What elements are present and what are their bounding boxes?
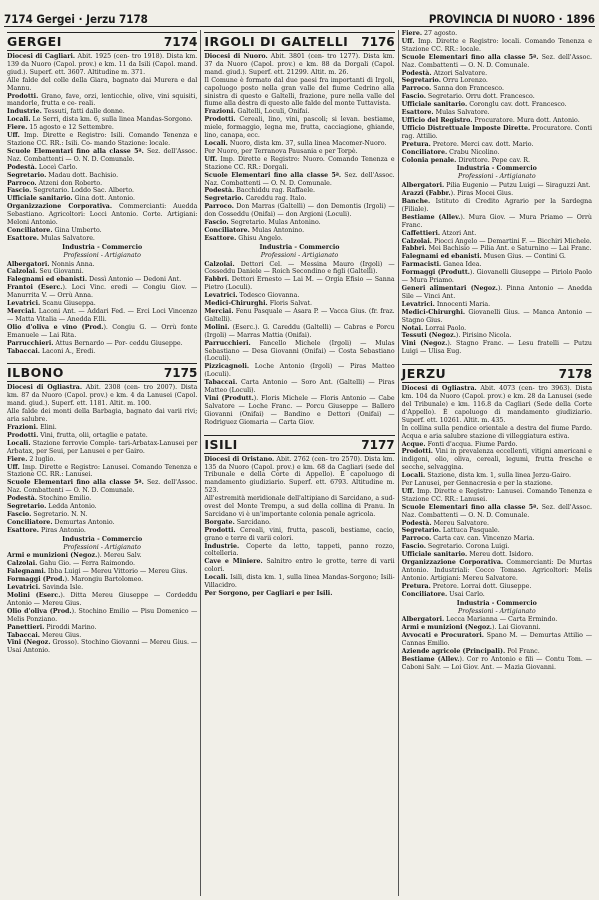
entry-label: Calzolai. <box>204 260 235 268</box>
entry-text: Calzolai. Piocci Angelo — Demartini F. — Bicchiri Michele. <box>401 237 592 245</box>
entry-label: Fiere. <box>401 30 423 37</box>
entry-label: Prodotti. <box>204 116 236 124</box>
entry-label: Pretura. <box>401 582 431 590</box>
entry-text: Locali. Stazione, dista km. 1, sulla linea Jerzu-Gairo. <box>401 472 571 480</box>
entry-text: Podestà. Bacchiddu rag. Raffaele. <box>204 187 315 195</box>
entry-text: Conciliatore. Gina Umberto. <box>7 226 102 234</box>
entry-text: Alle falde dei monti della Barbagia, bagnato dai varii rivi; aria salubre. <box>7 408 198 424</box>
entry-label: Medici-Chirurghi. <box>401 308 466 316</box>
entry-label: Diocesi di Cagliari. <box>7 53 76 60</box>
entry-label: Segretario. <box>204 195 244 203</box>
municipality-name: JERZU <box>401 366 447 382</box>
municipality-heading <box>402 364 592 383</box>
entry-label: Prodotti. <box>7 92 39 100</box>
entry-text: Pretura. Pretore. Lorrai dott. Giuseppe. <box>401 582 532 590</box>
entry-label: Levatrici. <box>7 300 41 308</box>
header-right: PROVINCIA DI NUORO · 1896 <box>428 12 595 26</box>
entry-label: Parroco. <box>7 179 37 187</box>
entry-label: Mercial. <box>7 308 37 315</box>
entry-label: Scuole Elementari fino alla classe 5ª. <box>401 53 539 61</box>
entry-text: Medici-Chirurghi. Giovanelli Gius. — Manca Antonio — Stagno Gius. <box>401 308 592 324</box>
entry-label: Fiere. <box>7 455 28 463</box>
entry-text: Parroco. Sanna don Francesco. <box>401 85 504 93</box>
entry-text: Diocesi di Nuoro. Abit. 3801 (cen- tro 1277). Dista km. 37 da Nuoro (Capol. prov.) e km. 88 da Dorgali (Capol. mand. giud.). Superf. ett. 21299. Altit. m. 26. <box>204 53 395 76</box>
entry-text: Aziende agricole (Principali). Pol Franc. <box>401 648 540 656</box>
entry-label: Tabaccai. <box>204 379 238 387</box>
entry-text: Segretario. Orru Lorenzo. <box>401 77 488 85</box>
municipality-name: GERGEI <box>7 34 62 49</box>
entry-label: Parrucchieri. <box>204 339 251 347</box>
entry-text: Esattore. Mulas Salvatore. <box>7 234 95 242</box>
subsection-heading: Industria - Commercio <box>62 535 143 543</box>
entry-label: Levatrici. <box>204 292 238 300</box>
entry-label: Frazioni. <box>204 108 236 116</box>
entry-text: Pizzicagnoli. Loche Antonio (Irgoli) — Piras Matteo (Loculi). <box>204 363 395 379</box>
entry-label: Notai. <box>401 324 424 332</box>
entry-text: Esattore. Ghisu Angelo. <box>204 234 283 242</box>
entry-text: Il Comune è formato dal due paesi fra importanti di Irgoli, capoluogo posto nella gran valle del fiume Cedrino alla sinistra di questo e Galtelli, frazione, pure nella valle del fiume alla destra di questo alle falde del monte Tuttavista. <box>204 76 395 108</box>
entry-label: Diocesi di Ogliastra. <box>401 385 477 393</box>
subsection-subheading: Professioni - Artigianato <box>63 543 141 551</box>
entry-text: Cave e Miniere. Salnitro entro le grotte, terre di varii colori. <box>204 558 395 574</box>
entry-text: Merciai. Fenu Pasquale — Asara P. — Vacca Gius. (fr. fraz. Galtelli). <box>204 308 395 323</box>
entry-text: Conciliatore. Mulas Antonino. <box>204 226 305 234</box>
entry-label: Ufficiale sanitario. <box>7 195 73 203</box>
entry-text: Acque. Fonti d'acqua. Fiume Pardo. <box>401 440 518 448</box>
entry-text: Podestà. Loceì Carlo. <box>7 163 78 171</box>
entry-label: Conciliatore. <box>401 148 448 156</box>
entry-text: Scuole Elementari fino alla classe 5ª. Sez. dell'Assoc. Naz. Combattenti — O. N. D. Comunale. <box>7 147 198 163</box>
entry-label: Levatrici. <box>7 584 41 592</box>
municipality-number: 7178 <box>558 367 592 382</box>
entry-text: Diocesi di Cagliari. Abit. 1925 (cen- tro 1918). Dista km. 139 da Nuoro (Capol. prov.) e km. 11 da Isili (Capol. mand. giud.). Superf. ett. 3607. Altitudine m. 371. <box>7 53 198 76</box>
entry-text <box>204 590 394 598</box>
entry-label: Diocesi di Nuoro. <box>204 53 268 60</box>
entry-text: Fascio. Segretario. Loddo Sac. Alberto. <box>7 187 135 195</box>
entry-label: Arazzi (Fabbr. <box>401 190 451 198</box>
entry-label: Banche. <box>401 198 431 206</box>
entry-label: Ufficio Distrettuale Imposte Dirette. <box>401 124 531 132</box>
entry-label: Locali. <box>204 139 228 147</box>
entry-label: Prodotti. <box>401 448 433 456</box>
header-left: 7174 Gergei · Jerzu 7178 <box>4 12 148 26</box>
entry-text: Levatrici. Scanu Giuseppa. <box>7 300 96 308</box>
entry-label: Uff. <box>204 155 218 163</box>
entry-label: Tabaccai. <box>7 631 40 639</box>
entry-text: Armi e munizioni (Negoz.). Mereu Salv. <box>7 552 142 560</box>
municipality-number: 7174 <box>163 35 198 49</box>
subsection-subheading: Professioni - Artigianato <box>458 607 536 615</box>
entry-label: Olio d'oliva e vino (Prod. <box>7 323 104 331</box>
entry-text: Banche. Istituto di Credito Agrario per la Sardegna (Filiale). <box>401 198 592 213</box>
entry-label: Merciai. <box>204 308 234 315</box>
municipality-heading <box>204 435 394 454</box>
entry-label: Medici-Chirurghi. <box>204 300 268 308</box>
entry-label: Segretario. <box>401 77 441 85</box>
entry-text: Per Lanusei, per Gennacresia e per la stazione. <box>401 480 553 488</box>
entry-text: Uff. Imp. Dirette e Registro: Nuoro. Comando Tenenza e Stazione CC. RR.: Dorgali. <box>204 155 395 171</box>
entry-text: Podestà. Atzori Salvatore. <box>401 69 488 77</box>
subsection-heading: Industria - Commercio <box>456 599 537 607</box>
entry-label: Farmacisti. <box>401 261 442 269</box>
entry-text: Segretario. Ledda Antonio. <box>7 503 97 511</box>
entry-text: Scuole Elementari fino alla classe 5ª. Sez. dell'Assoc. Naz. Combattenti — O. N. D. Comunale. <box>401 53 592 69</box>
entry-text: Parroco. Atzeni don Roberto. <box>7 179 103 187</box>
entry-label: Avvocati e Procuratori. <box>401 632 484 640</box>
entry-text: Parrucchieri. Fancello Michele (Irgoli) — Mulas Sebastiano — Desa Giovanni (Onifai) — Costa Sebastiano (Loculi). <box>204 339 395 363</box>
entry-text: Diocesi di Ogliastra. Abit. 2308 (cen- tro 2007). Dista km. 87 da Nuoro (Capol. prov.) e km. 4 da Lanusei (Capol. mand. giud.). Superf. ett. 1181. Altit. m. 100. <box>7 384 198 408</box>
entry-text: Parroco. Don Marras (Galtelli) — don Demontis (Irgoli) — don Cosseddu (Onifai) — don Argioni (Loculi). <box>204 203 395 219</box>
entry-text: Scuole Elementari fino alla classe 5ª. Sez. dell'Assoc. Naz. Combattenti — O. N. D. Comunale. <box>401 503 592 519</box>
subsection-subheading: Professioni - Artigianato <box>260 251 339 259</box>
entry-text: Arazzi (Fabbr.). Piras Mocei Gius. <box>401 190 514 198</box>
entry-label: Organizzazione Corporativa. <box>401 559 504 567</box>
entry-text: Esattore. Piras Antonio. <box>7 526 86 534</box>
columns-container <box>4 30 595 896</box>
entry-text: Tabaccai. Mereu Gius. <box>7 631 82 639</box>
entry-label: Ufficiale sanitario. <box>401 101 468 109</box>
entry-label: Podestà. <box>7 163 37 171</box>
entry-label: Armi e munizioni (Negoz. <box>401 624 492 632</box>
entry-text: Fabbri. Dettori Ernesto — Lai M. — Orgia Efisio — Sanna Pietro (Loculi). <box>204 276 395 292</box>
entry-text: Prodotti. Cereali, lino, vini, pascoli; si levan. bestiame, miele, formaggio, legna me, frutta, cacciagione, ghiande, lino, canapa, ecc. <box>204 116 395 140</box>
entry-label: Panettieri. <box>7 623 45 631</box>
entry-label: Uff. <box>401 37 415 45</box>
entry-label: Industrie. <box>204 542 240 550</box>
entry-label: Caffettieri. <box>401 229 441 237</box>
entry-text: Esattore. Mulas Salvatore. <box>401 109 490 117</box>
entry-text: Fascio. Segretario. N. N. <box>7 510 88 518</box>
entry-label: Albergatori. <box>7 260 50 268</box>
section-spacer <box>204 427 394 433</box>
entry-text: Tabaccai. Carta Antonio — Soro Ant. (Galtelli) — Piras Matteo (Loculi). <box>204 379 395 395</box>
entry-text: Armi e munizioni (Negoz.). Lai Giovanni. <box>401 624 541 632</box>
municipality-heading <box>7 363 197 382</box>
entry-label: Parroco. <box>401 85 432 93</box>
entry-text: Scuole Elementari fino alla classe 5ª. Sez. dell'Assoc. Naz. Combattenti — O. N. D. Comunale. <box>204 171 395 187</box>
entry-label: Aziende agricole (Principali). <box>401 648 506 656</box>
entry-text: Ufficiale sanitario. Gina dott. Antonio. <box>7 195 135 203</box>
entry-text: Fiere. 15 agosto e 12 Settembre. <box>7 124 114 132</box>
entry-label: Ufficio del Registro. <box>401 116 473 124</box>
entry-label: Per Sorgono, per Cagliari e per Isili. <box>204 590 333 597</box>
entry-label: Albergatori. <box>401 182 445 190</box>
entry-label: Frantoi (Eserc. <box>7 284 63 292</box>
entry-label: Molini (Eserc. <box>7 592 61 599</box>
entry-label: Albergatori. <box>401 616 445 624</box>
entry-label: Fiere. <box>7 124 28 132</box>
entry-label: Bestiame (Allev. <box>401 213 461 221</box>
entry-text: Uff. Imp. Dirette e Registro: Lanusei. Comando Tenenza e Stazione CC. RR.: Lanusei. <box>7 463 198 479</box>
entry-text: Conciliatore. Demurtas Antonio. <box>7 518 115 526</box>
entry-text: Frazioni. Elini. <box>7 423 57 431</box>
entry-label: Uff. <box>7 463 20 471</box>
entry-text: Colonia penale. Direttore. Pepe cav. R. <box>401 156 531 164</box>
entry-label: Segretario. <box>7 171 47 179</box>
entry-text: Borgate. Sarcidano. <box>204 518 271 526</box>
entry-text: Falegnami ed ebanisti. Musen Gius. — Contini G. <box>401 253 566 261</box>
entry-label: Scuole Elementari fino alla classe 5ª. <box>204 171 342 179</box>
entry-label: Pretura. <box>401 140 431 148</box>
entry-text: Organizzazione Corporativa. Commercianti: De Murtas Antonio. Industriali: Cocco Tomaso. Agricoltori: Melis Antonio. Artigiani: Mereu Salvatore. <box>401 559 592 582</box>
municipality-heading <box>7 32 197 51</box>
entry-text: Falegnami. Ibba Luigi — Mereu Vittorio — Mereu Gius. <box>7 568 188 576</box>
entry-label: Pizzicagnoli. <box>204 363 250 371</box>
entry-text: Falegnami ed ebanisti. Dessì Antonio — Dedoni Ant. <box>7 276 182 284</box>
entry-text: Industrie. Tessuti, fatti dalle donne. <box>7 108 125 116</box>
entry-label: Vini (Negoz. <box>7 639 51 647</box>
entry-text: Calzolai. Seu Giovanni. <box>7 268 84 276</box>
entry-label: Diocesi di Oristano. <box>204 455 275 463</box>
entry-label: Segretario. <box>401 527 441 535</box>
entry-label: Olio d'oliva (Prod. <box>7 607 72 615</box>
entry-text: Per Nuoro, per Terranova Pausania e per Torpè. <box>204 147 358 155</box>
entry-label: Organizzazione Corporativa. <box>7 203 113 211</box>
entry-text: Locali. Nuoro, dista km. 37, sulla linea Macomer-Nuoro. <box>204 139 387 147</box>
entry-label: Prodotti. <box>204 526 236 534</box>
entry-text: Medici-Chirurghi. Floris Salvat. <box>204 300 313 308</box>
entry-text: Parroco. Carta cav. can. Vincenzo Maria. <box>401 535 535 543</box>
municipality-number: 7176 <box>361 35 395 49</box>
entry-text: Tabaccai. Laconi A., Eredi. <box>7 347 96 355</box>
entry-text: Ufficio del Registro. Procuratore. Mura dott. Antonio. <box>401 116 580 124</box>
entry-text: Locali. Stazione ferrovie Comple- tari-Arbatax-Lanusei per Arbatax, per Seui, per Lanusei e per Gairo. <box>7 439 198 455</box>
entry-text: Industrie. Coperte da letto, tappeti, panno rozzo, coltelleria. <box>204 542 395 558</box>
entry-label: Parroco. <box>401 535 432 543</box>
entry-text: Farmacisti. Ganea Idea. <box>401 261 482 269</box>
entry-label: Vini (Produtt. <box>204 394 254 402</box>
entry-text: Diocesi di Ogliastra. Abit. 4073 (cen- tro 3963). Dista km. 104 da Nuoro (Capol. prov.) e km. 28 da Lanusei (sede del Tribunale) e km. 116.8 da Cagliari (Sede della Corte d'Appello). È capoluogo di mandamento giudiziario. Superf. ett. 10261. Altit. m. 435. <box>401 385 592 424</box>
entry-text: Fabbri. Mei Bachisio — Pilia Ant. e Saturnino — Lai Franc. <box>401 245 592 253</box>
entry-label: Frazioni. <box>7 423 39 431</box>
entry-text: Fascio. Segretario. Corona Luigi. <box>401 543 510 551</box>
entry-text: Formaggi (Prod.). Marongiu Bartolomeo. <box>7 576 144 584</box>
entry-text: Tessuti (Negoz.). Pirisino Nicola. <box>401 332 512 340</box>
entry-text: Fiere. 2 luglio. <box>7 455 56 463</box>
entry-label: Conciliatore. <box>7 518 53 526</box>
entry-text: Vini (Produtt.). Floris Michele — Floris Antonio — Cabe Salvatore — Loche Franc. — Porcu Giuseppe — Ballero Giovanni (Onifai) — Bandino e Dettori (Onifai) — Rodriguez Giomaria — Carta Giov. <box>204 394 395 426</box>
entry-text: Prodotti. Cereali, vini, frutta, pascoli, bestiame, cacio, grano e terre di varii colori. <box>204 526 395 542</box>
column <box>200 30 397 896</box>
entry-text: Alle falde del colle della Giara, bagnato dai Murera e dal Mannu. <box>7 76 198 92</box>
entry-label: Parroco. <box>204 203 234 211</box>
entry-label: Prodotti. <box>7 431 39 439</box>
entry-text: Vini (Negoz. Grosso). Stochino Giovanni — Mereu Gius. — Usai Antonio. <box>7 639 198 655</box>
entry-label: Cave e Miniere. <box>204 558 263 566</box>
entry-label: Tessuti (Negoz. <box>401 332 456 340</box>
entry-label: Levatrici. <box>401 300 435 308</box>
entry-text: All'estremità meridionale dell'altipiano di Sarcidano, a sud-ovest del Monte Trempu, a sud della collina di Pranu. In Sarcidano vi è un'importante colonia penale agricola. <box>204 495 395 518</box>
entry-text: Diocesi di Oristano. Abit. 2762 (cen- tro 2570). Dista km. 135 da Nuoro (Capol. prov.) e km. 68 da Cagliari (sede del Tribunale e della Corte di Appello). È capoluogo di mandamento giudiziario. Superf. ett. 6793. Altitudine m. 523. <box>204 455 395 495</box>
entry-text: Segretario. Madau dott. Bachisio. <box>7 171 119 179</box>
entry-label: Bestiame (Allev. <box>401 655 460 663</box>
subsection-subheading: Professioni - Artigianato <box>458 173 536 181</box>
entry-label: Diocesi di Ogliastra. <box>7 384 83 392</box>
entry-label: Podestà. <box>204 187 235 195</box>
entry-label: Borgate. <box>204 518 235 526</box>
entry-label: Locali. <box>204 574 228 582</box>
entry-label: Uff. <box>7 132 20 140</box>
entry-text: Bestiame (Allev.). Mura Giov. — Mura Priamo — Orrù Franc. <box>401 213 592 229</box>
entry-label: Vini (Negoz. <box>401 340 448 348</box>
entry-text: Frazioni. Galtelli, Loculi, Onifai. <box>204 108 310 116</box>
entry-label: Scuole Elementari fino alla classe 5ª. <box>7 479 144 487</box>
entry-text: Prodotti. Grano, fave, orzi, lenticchie, olive, vini squisiti, mandorle, frutta e ce- reali. <box>7 92 198 108</box>
entry-text: Calzolai. Gahu Gio. — Ferra Raimondo. <box>7 560 135 568</box>
entry-text: Albergatori. Pilia Eugenio — Putzu Luigi — Siraguzzi Ant. <box>401 182 591 190</box>
entry-label: Calzolai. <box>7 268 38 276</box>
entry-text: Fascio. Segretario. Mulas Antonino. <box>204 219 321 227</box>
entry-label: Locali. <box>7 439 31 447</box>
entry-label: Podestà. <box>7 495 37 503</box>
entry-text: Albergatori. Lecca Marianna — Carta Ermindo. <box>401 616 558 624</box>
entry-text: Bestiame (Allev.). Cor ro Antonio e fili — Contu Tom. — Caboni Salv. — Loi Giov. Ant. — Mazia Giovanni. <box>401 655 592 671</box>
entry-label: Locali. <box>401 472 426 480</box>
entry-text: Avvocati e Procuratori. Spano M. — Demurtas Attilio — Cannas Emilio. <box>401 632 592 648</box>
entry-label: Scuole Elementari fino alla classe 5ª. <box>7 147 144 155</box>
entry-text: Parrucchieri. Attus Bernardo — Por- ceddu Giuseppe. <box>7 339 183 347</box>
entry-text: Segretario. Careddu rag. Italo. <box>204 195 307 203</box>
entry-label: Armi e munizioni (Negoz. <box>7 552 98 560</box>
entry-label: Podestà. <box>401 519 432 527</box>
entry-text: Conciliatore. Crabu Nicolino. <box>401 148 500 156</box>
entry-label: Esattore. <box>7 234 39 242</box>
entry-label: Uff. <box>401 487 415 495</box>
entry-label: Fabbri. <box>401 245 427 253</box>
entry-text: Uff. Imp. Dirette e Registro: locali. Comando Tenenza e Stazione CC. RR.: locale. <box>401 37 592 53</box>
entry-text: Ufficio Distrettuale Imposte Dirette. Procuratore. Conti rag. Attilio. <box>401 124 592 140</box>
entry-text: Fascio. Segretario. Orru dott. Francesco. <box>401 93 535 101</box>
entry-text: Mercial. Laconi Ant. — Addari Fed. — Erci Loci Vincenzo — Matta Vitalia — Anedda F.lli. <box>7 308 198 323</box>
entry-text: Podestà. Stochino Emilio. <box>7 495 92 503</box>
entry-text: Molini (Eserc.). Ditta Mereu Giuseppe — Cordeddu Antonio — Mereu Gius. <box>7 592 198 607</box>
entry-text: Organizzazione Corporativa. Commercianti: Auedda Sebastiano. Agricoltori: Locci Antonio. Corte. Artigiani: Meloni Antonio. <box>7 203 198 227</box>
entry-label: Falegnami ed ebanisti. <box>7 276 88 284</box>
entry-label: Falegnami. <box>7 568 46 576</box>
entry-label: Fascio. <box>401 543 426 551</box>
entry-text: Panettieri. Piroddi Marino. <box>7 623 97 631</box>
entry-text: Pretura. Pretore. Merci cav. dott. Mario. <box>401 140 534 148</box>
entry-label: Locali. <box>7 116 31 124</box>
entry-label: Esattore. <box>401 109 434 117</box>
entry-label: Conciliatore. <box>7 226 53 234</box>
entry-text: Scuole Elementari fino alla classe 5ª. Sez. dell'Assoc. Naz. Combattenti — O. N. D. Comunale. <box>7 479 198 495</box>
entry-text: Prodotti. Vini in prevalenza eccellenti, vitigni americani e indigeni, olio, oliva, cereali, legumi, frutta fresche e secche, selvaggina. <box>401 448 592 472</box>
municipality-name: ISILI <box>204 436 238 452</box>
section-spacer <box>7 355 197 361</box>
entry-label: Ufficiale sanitario. <box>401 551 468 559</box>
entry-text: Podestà. Mereu Salvatore. <box>401 519 489 527</box>
column <box>398 30 595 896</box>
entry-text: Olio d'oliva e vino (Prod.). Congiu G. — Orrù fonte Emanuele — Lai Rita. <box>7 323 198 339</box>
subsection-subheading: Professioni - Artigianato <box>63 251 141 259</box>
entry-text: Vini (Negoz.). Stagno Franc. — Lesu fratelli — Putzu Luigi — Ulisa Eug. <box>401 340 592 356</box>
entry-text: Olio d'oliva (Prod.). Stochino Emilio — Pisu Domenico — Melis Ponziano. <box>7 607 198 623</box>
entry-label: Formaggi (Produtt. <box>401 269 470 277</box>
entry-text: Locali. Isili, dista km. 1, sulla linea Mandas-Sorgono; Isili-Villacidro. <box>204 574 395 590</box>
municipality-heading <box>204 32 394 51</box>
entry-label: Parrucchieri. <box>7 339 54 347</box>
entry-label: Esattore. <box>204 234 237 242</box>
entry-label: Fascio. <box>204 219 229 227</box>
subsection-heading: Industria - Commercio <box>62 243 143 251</box>
municipality-name: IRGOLI DI GALTELLI <box>204 34 349 49</box>
entry-text: Ufficiale sanitario. Mereu dott. Isidoro. <box>401 551 534 559</box>
entry-label: Conciliatore. <box>401 590 448 598</box>
entry-text: Uff. Imp. Dirette e Registro: Isili. Comando Tenenza e Stazione CC. RR.: Isili. Co- mando Stazione: locale. <box>7 132 198 147</box>
entry-text: Frantoi (Eserc.). Loci Vinc. eredi — Congiu Giov. — Manurrita V. — Orrù Anna. <box>7 284 198 300</box>
entry-text: Levatrici. Todesco Giovanna. <box>204 292 300 300</box>
municipality-name: ILBONO <box>7 365 64 381</box>
entry-label: Segretario. <box>7 503 47 511</box>
entry-label: Formaggi (Prod. <box>7 576 65 584</box>
entry-label: Molini. <box>204 323 230 331</box>
entry-label: Industrie. <box>7 108 42 116</box>
entry-label: Tabaccai. <box>7 347 40 355</box>
running-header <box>4 6 595 27</box>
entry-label: Calzolai. <box>401 237 432 245</box>
entry-text: Levatrici. Savinda Isle. <box>7 584 84 592</box>
subsection-heading: Industria - Commercio <box>456 165 537 173</box>
entry-text: Locali. Le Serri, dista km. 6, sulla linea Mandas-Sorgono. <box>7 116 193 124</box>
entry-label: Fascio. <box>7 510 32 518</box>
entry-label: Fabbri. <box>204 276 230 284</box>
entry-text: Generi alimentari (Negoz.). Pinna Antonio — Anedda Sile — Vinci Ant. <box>401 285 592 300</box>
subsection-heading: Industria - Commercio <box>259 243 340 251</box>
entry-text: Uff. Imp. Dirette e Registro: Lanusei. Comando Tenenza e Stazione CC. RR.: Lanusei. <box>401 487 592 503</box>
entry-text: Calzolai. Dettori Cel. — Messina Mauro (Irgoli) — Cosseddu Daniele — Roich Secondino e figli (Galtelli). <box>204 260 395 276</box>
entry-text: Ufficiale sanitario. Coronglu cav. dott. Francesco. <box>401 101 567 109</box>
entry-label: Fascio. <box>401 93 426 101</box>
entry-text: In collina sulla pendice orientale a destra del fiume Pardo. Acqua e aria salubre stazione di villeggiatura estiva. <box>401 424 592 440</box>
entry-text: Molini. (Eserc.). G. Careddu (Galtelli) — Cabras e Porcu (Irgoli) — Marras Mattia (Onifai). <box>204 323 395 339</box>
entry-label: Falegnami ed ebanisti. <box>401 253 482 261</box>
entry-text: Levatrici. Innocenti Maria. <box>401 300 491 308</box>
entry-label: Podestà. <box>401 69 432 77</box>
entry-text: Notai. Lorrai Paolo. <box>401 324 467 332</box>
entry-label: Conciliatore. <box>204 226 250 234</box>
entry-label: Colonia penale. <box>401 156 457 164</box>
municipality-number: 7175 <box>163 366 198 381</box>
column <box>4 30 200 896</box>
entry-text: Albergatori. Nonnis Anna. <box>7 260 95 268</box>
section-spacer <box>402 356 592 362</box>
entry-label: Acque. <box>401 440 426 448</box>
entry-text: Segretario. Lattuca Pasquale. <box>401 527 500 535</box>
entry-text: Formaggi (Produtt.). Giovanelli Giuseppe — Piriolo Paolo — Mura Priamo. <box>401 269 592 285</box>
entry-text: Prodotti. Vini, frutta, olii, ortaglie e patate. <box>7 431 148 439</box>
entry-text: Conciliatore. Usai Carlo. <box>401 590 485 598</box>
entry-text: Fiere. 27 agosto. <box>401 30 458 37</box>
entry-label: Calzolai. <box>7 560 38 568</box>
municipality-number: 7177 <box>361 437 395 452</box>
entry-text: Caffettieri. Atzori Ant. <box>401 229 477 237</box>
entry-label: Generi alimentari (Negoz. <box>401 285 498 292</box>
entry-label: Fascio. <box>7 187 32 195</box>
entry-label: Scuole Elementari fino alla classe 5ª. <box>401 503 539 511</box>
entry-label: Esattore. <box>7 526 39 534</box>
